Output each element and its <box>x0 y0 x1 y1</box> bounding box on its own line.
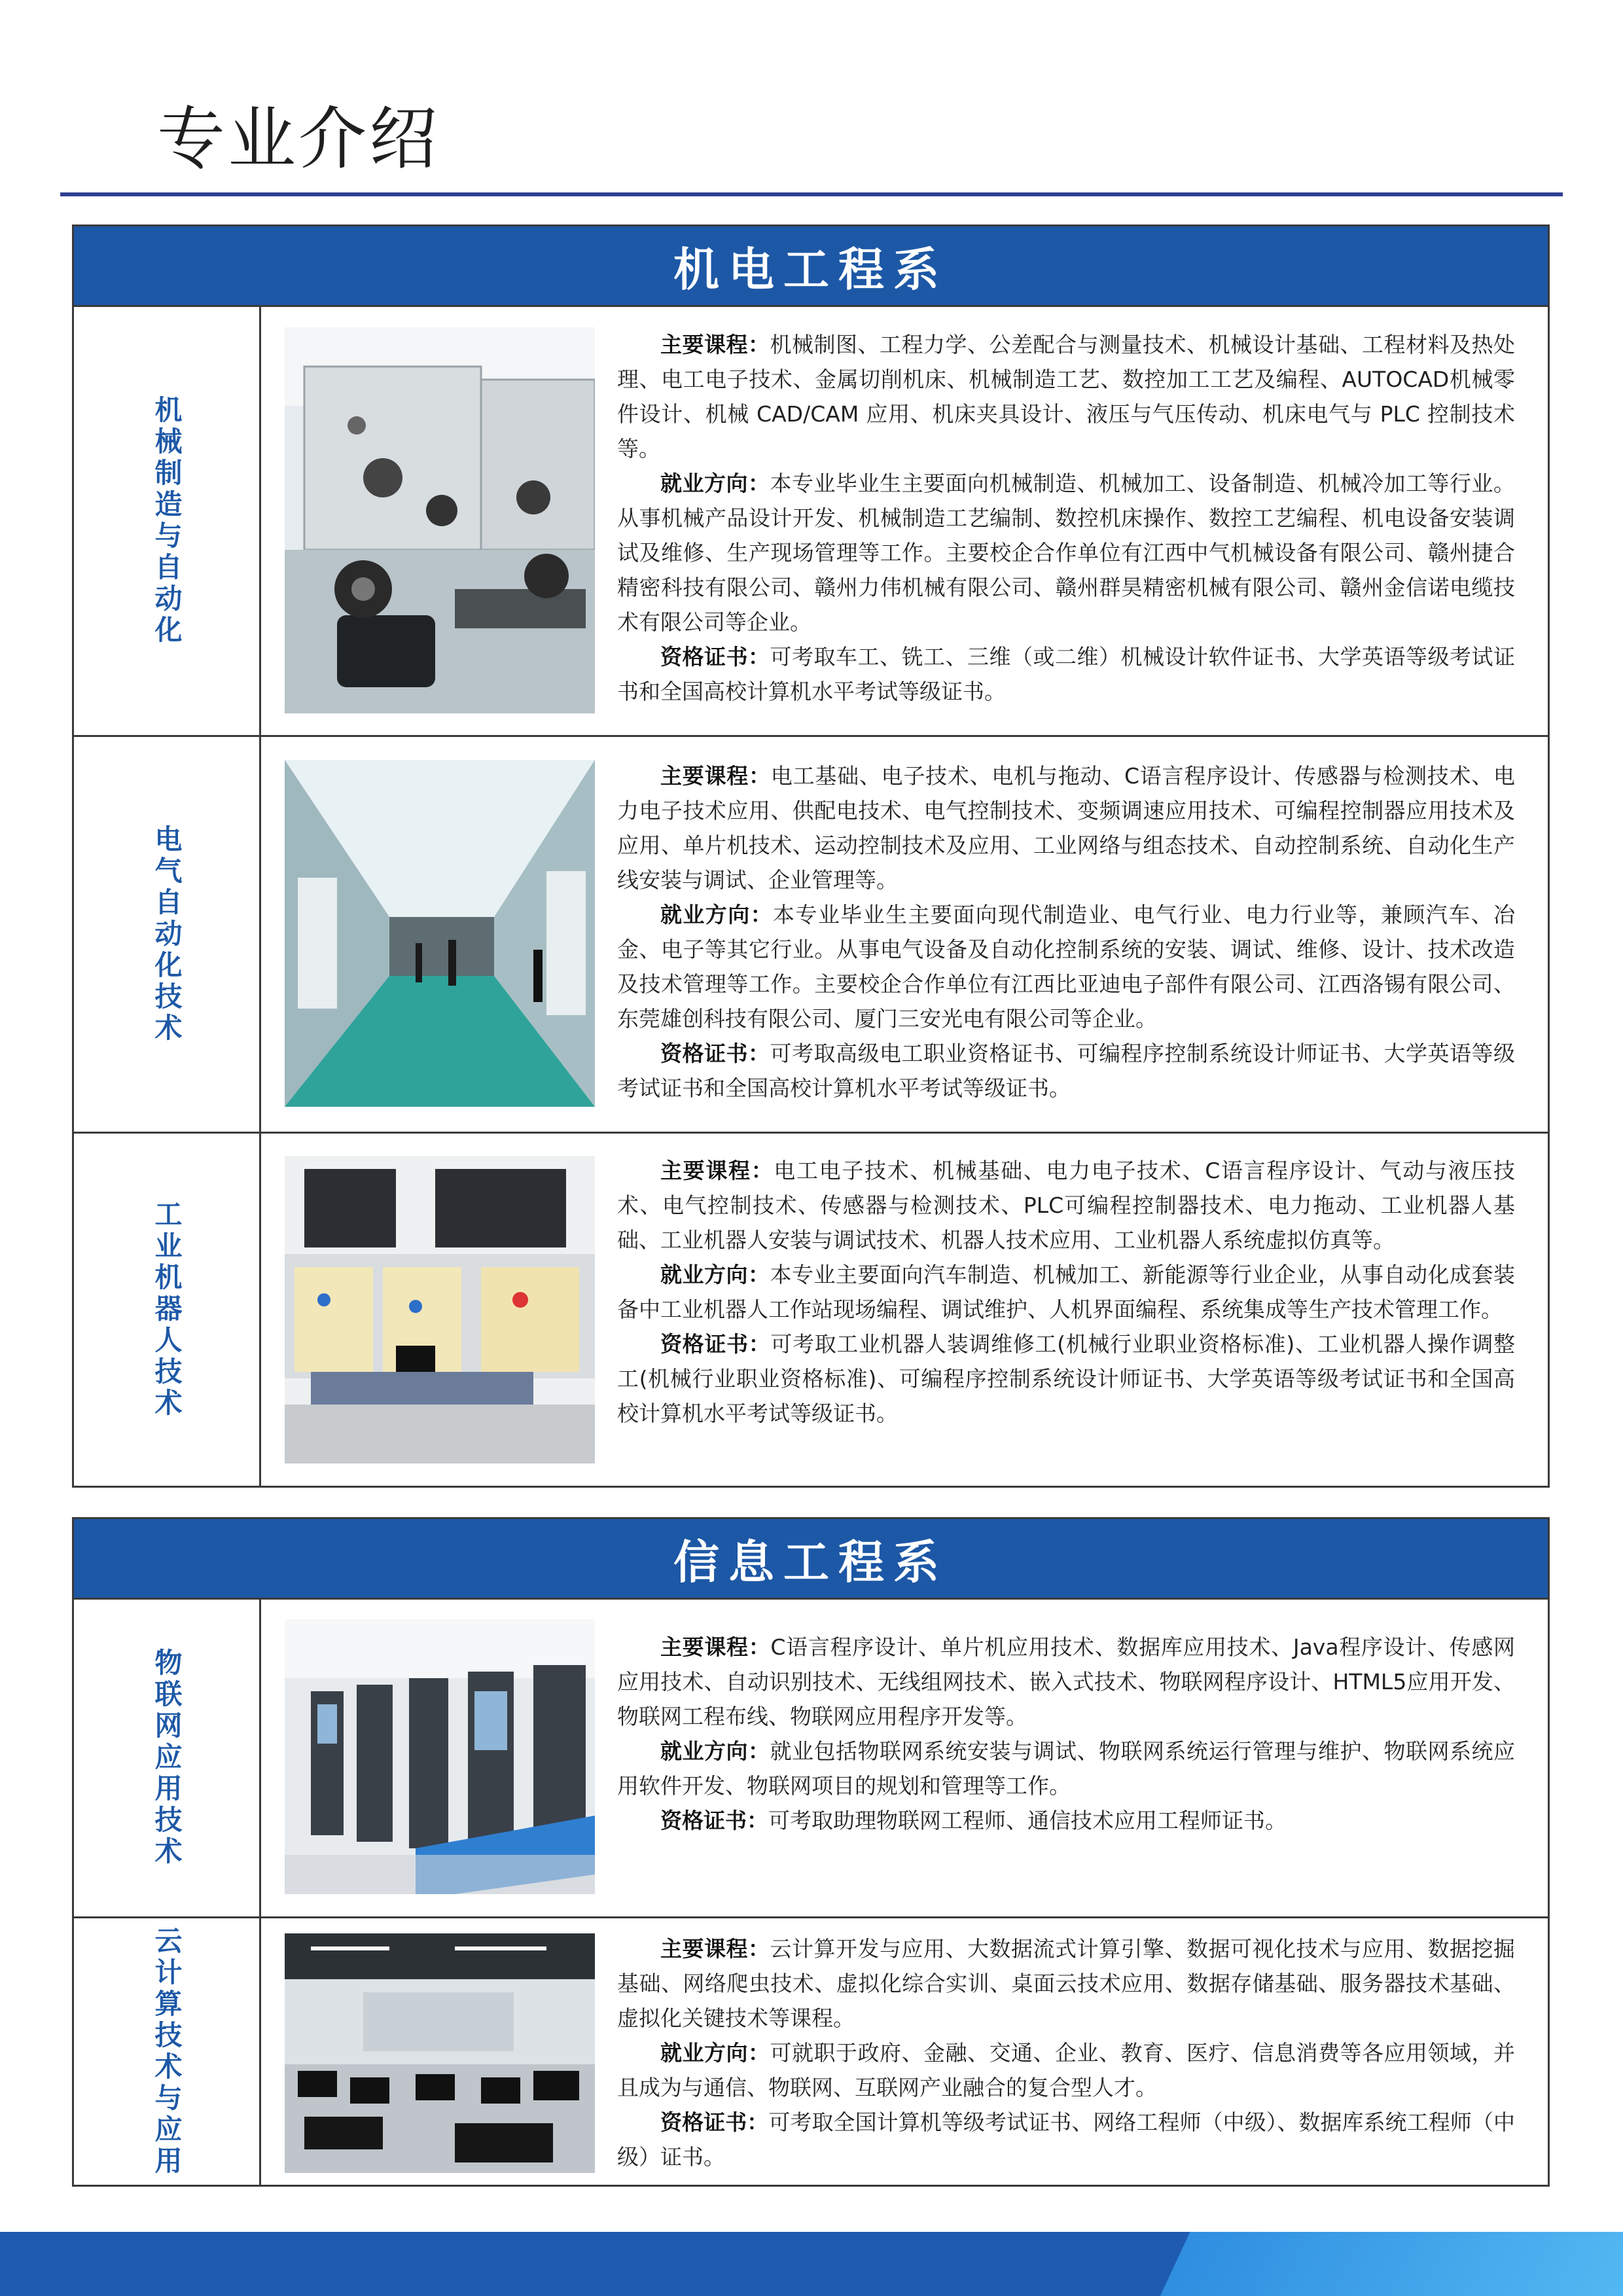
cert-label: 资格证书： <box>660 644 770 670</box>
career-paragraph <box>617 466 1515 639</box>
major-description <box>617 327 1515 709</box>
cert-paragraph <box>617 1327 1515 1431</box>
department-mechatronics <box>72 224 1550 1488</box>
career-label: 就业方向： <box>660 902 774 927</box>
courses-text: 机械制图、工程力学、公差配合与测量技术、机械设计基础、工程材料及热处理、电工电子技术、金属切削机床、机械制造工艺、数控加工工艺及编程、AUTOCAD机械零件设计、机械 CAD/CAM 应用、机床夹具设计、液压与气压传动、机床电气与 PLC 控制技术等。 <box>617 332 1515 461</box>
lab-photo <box>285 760 595 1107</box>
lab-photo <box>285 327 595 713</box>
courses-text: 电工基础、电子技术、电机与拖动、C语言程序设计、传感器与检测技术、电力电子技术应用、供配电技术、电气控制技术、变频调速应用技术、可编程控制器应用技术及应用、单片机技术、运动控制技术及应用、工业网络与组态技术、自动控制系统、自动化生产线安装与调试、企业管理等。 <box>617 763 1515 893</box>
courses-label: 主要课程： <box>660 332 770 357</box>
lab-photo <box>285 1619 595 1894</box>
career-text: 本专业主要面向汽车制造、机械加工、新能源等行业企业，从事自动化成套装备中工业机器人工作站现场编程、调试维护、人机界面编程、系统集成等生产技术管理工作。 <box>617 1262 1515 1322</box>
courses-label: 主要课程： <box>660 763 771 789</box>
courses-text: 电工电子技术、机械基础、电力电子技术、C语言程序设计、气动与液压技术、电气控制技术、传感器与检测技术、PLC可编程控制器技术、电力拖动、工业机器人基础、工业机器人安装与调试技术、机器人技术应用、工业机器人系统虚拟仿真等。 <box>617 1158 1515 1253</box>
major-description <box>617 1630 1515 1838</box>
department-information <box>72 1517 1550 2187</box>
courses-paragraph <box>617 1153 1515 1257</box>
career-text: 可就职于政府、金融、交通、企业、教育、医疗、信息消费等各应用领域，并且成为与通信、物联网、互联网产业融合的复合型人才。 <box>617 2040 1515 2100</box>
major-name: 云计算技术与应用 <box>151 1926 183 2178</box>
cert-text: 可考取全国计算机等级考试证书、网络工程师（中级）、数据库系统工程师（中级）证书。 <box>617 2109 1516 2170</box>
career-text: 就业包括物联网系统安装与调试、物联网系统运行管理与维护、物联网系统应用软件开发、物联网项目的规划和管理等工作。 <box>617 1738 1515 1799</box>
cert-paragraph <box>617 2105 1515 2174</box>
lab-photo <box>285 1156 595 1463</box>
major-name: 机械制造与自动化 <box>151 395 183 647</box>
cert-label: 资格证书： <box>660 1331 771 1357</box>
cert-label: 资格证书： <box>660 1808 768 1833</box>
career-text: 本专业毕业生主要面向现代制造业、电气行业、电力行业等，兼顾汽车、冶金、电子等其它行业。从事电气设备及自动化控制系统的安装、调试、维修、设计、技术改造及技术管理等工作。主要校企合作单位有江西比亚迪电子部件有限公司、江西洛锡有限公司、东莞雄创科技有限公司、厦门三安光电有限公司等企业。 <box>617 902 1516 1031</box>
career-paragraph <box>617 1734 1515 1803</box>
courses-text: C语言程序设计、单片机应用技术、数据库应用技术、Java程序设计、传感网应用技术、自动识别技术、无线组网技术、嵌入式技术、物联网程序设计、HTML5应用开发、物联网工程布线、物联网应用程序开发等。 <box>617 1634 1516 1729</box>
department-header: 信息工程系 <box>74 1519 1548 1600</box>
courses-paragraph <box>617 1931 1515 2036</box>
courses-paragraph <box>617 1630 1515 1734</box>
career-paragraph <box>617 2036 1515 2105</box>
career-label: 就业方向： <box>660 2040 770 2066</box>
career-label: 就业方向： <box>660 1262 770 1287</box>
career-label: 就业方向： <box>660 471 770 496</box>
cert-paragraph <box>617 1036 1515 1105</box>
footer-band <box>0 2232 1623 2296</box>
major-name: 电气自动化技术 <box>151 824 183 1045</box>
courses-label: 主要课程： <box>660 1634 771 1660</box>
page-title: 专业介绍 <box>157 99 440 179</box>
major-name: 工业机器人技术 <box>151 1200 183 1420</box>
major-row-cloud-computing <box>74 1916 1548 2185</box>
cert-label: 资格证书： <box>660 1041 770 1066</box>
cert-text: 可考取助理物联网工程师、通信技术应用工程师证书。 <box>768 1808 1287 1833</box>
cert-text: 可考取高级电工职业资格证书、可编程序控制系统设计师证书、大学英语等级考试证书和全国高校计算机水平考试等级证书。 <box>617 1041 1515 1101</box>
major-row-mechanical-manufacturing <box>74 307 1548 735</box>
cert-text: 可考取车工、铣工、三维（或二维）机械设计软件证书、大学英语等级考试证书和全国高校计算机水平考试等级证书。 <box>617 644 1515 704</box>
major-row-electrical-automation <box>74 735 1548 1132</box>
title-divider <box>60 192 1563 196</box>
career-label: 就业方向： <box>660 1738 770 1764</box>
courses-paragraph <box>617 759 1515 897</box>
career-paragraph <box>617 1257 1515 1327</box>
lab-photo <box>285 1933 595 2173</box>
major-description <box>617 1153 1515 1431</box>
major-row-industrial-robotics <box>74 1132 1548 1486</box>
major-name: 物联网应用技术 <box>151 1648 183 1868</box>
courses-label: 主要课程： <box>660 1158 774 1183</box>
career-paragraph <box>617 897 1515 1036</box>
major-row-iot <box>74 1600 1548 1916</box>
cert-paragraph <box>617 639 1515 709</box>
courses-text: 云计算开发与应用、大数据流式计算引擎、数据可视化技术与应用、数据挖掘基础、网络爬虫技术、虚拟化综合实训、桌面云技术应用、数据存储基础、服务器技术基础、虚拟化关键技术等课程。 <box>617 1936 1515 2031</box>
courses-paragraph <box>617 327 1515 466</box>
cert-label: 资格证书： <box>660 2109 769 2135</box>
cert-text: 可考取工业机器人装调维修工(机械行业职业资格标准)、工业机器人操作调整工(机械行业职业资格标准)、可编程序控制系统设计师证书、大学英语等级考试证书和全国高校计算机水平考试等级证书。 <box>617 1331 1516 1426</box>
department-header: 机电工程系 <box>74 226 1548 307</box>
courses-label: 主要课程： <box>660 1936 770 1962</box>
major-description <box>617 1931 1515 2174</box>
career-text: 本专业毕业生主要面向机械制造、机械加工、设备制造、机械冷加工等行业。从事机械产品设计开发、机械制造工艺编制、数控机床操作、数控工艺编程、机电设备安装调试及维修、生产现场管理等工作。主要校企合作单位有江西中气机械设备有限公司、赣州捷合精密科技有限公司、赣州力伟机械有限公司、赣州群昊精密机械有限公司、赣州金信诺电缆技术有限公司等企业。 <box>617 471 1515 635</box>
cert-paragraph <box>617 1803 1515 1838</box>
major-description <box>617 759 1515 1105</box>
